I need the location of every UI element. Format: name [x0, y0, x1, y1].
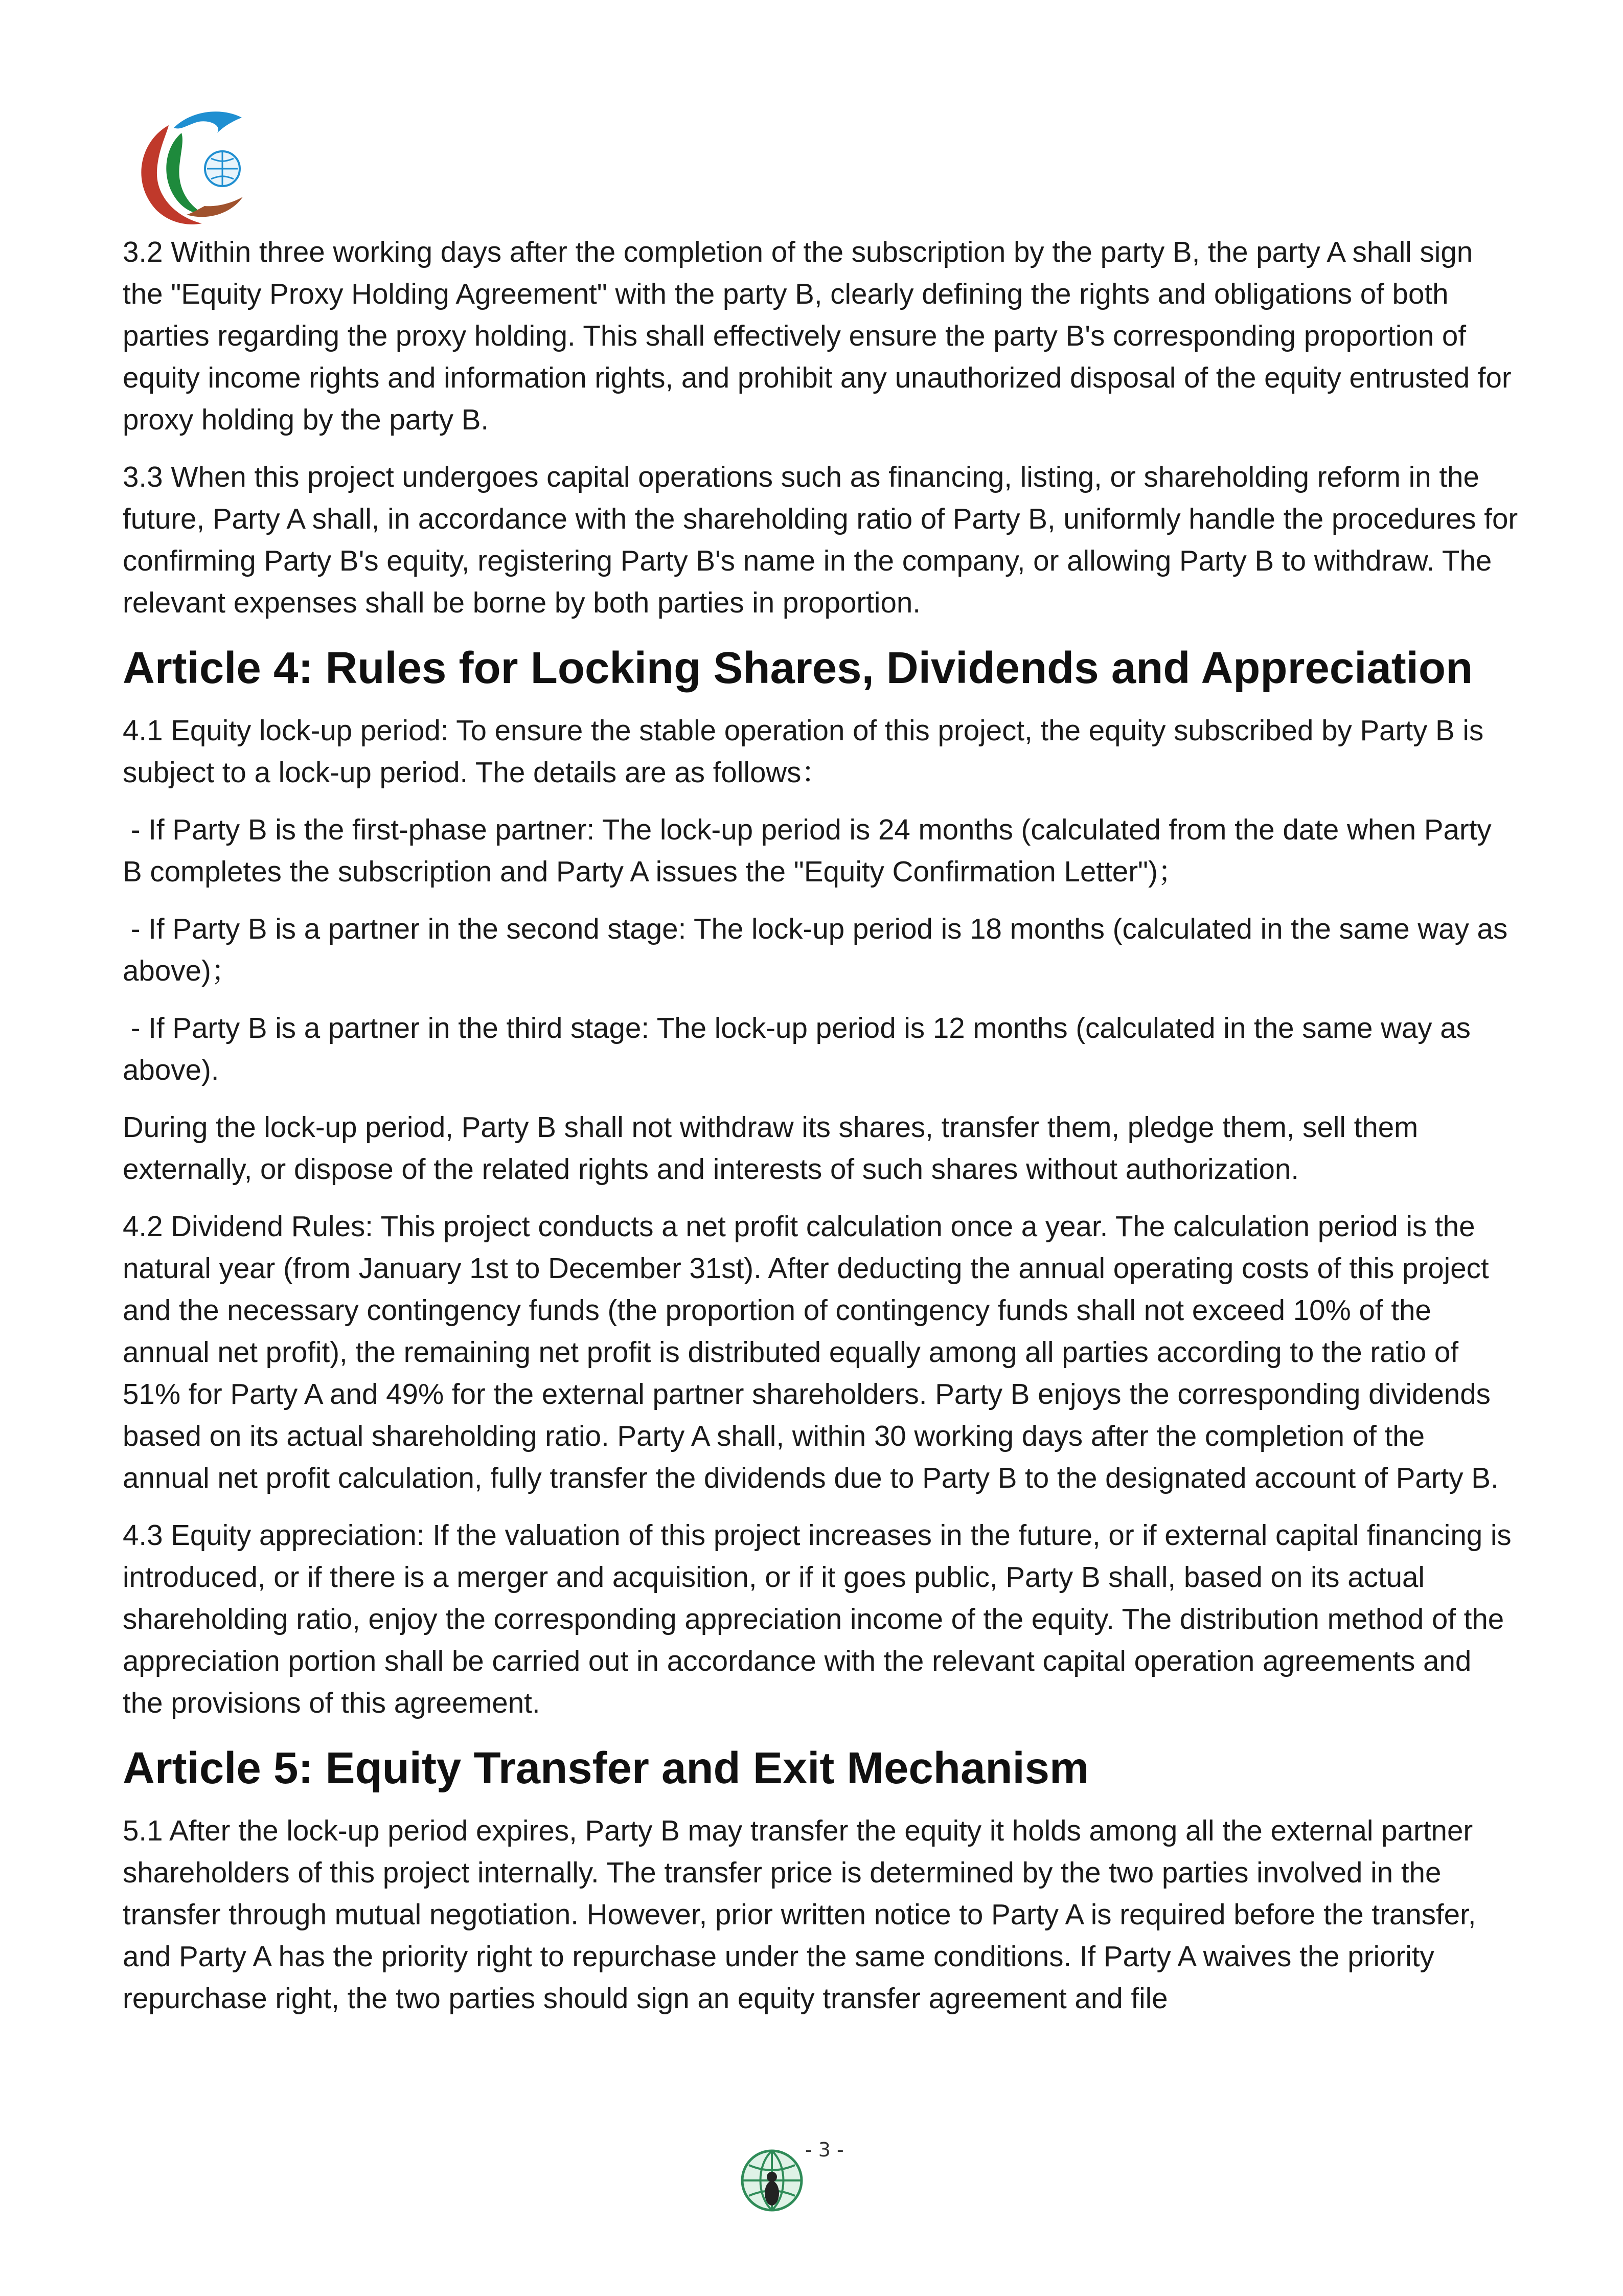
clause-4-1-restriction: During the lock-up period, Party B shall not withdraw its shares, transfer them, pledge them, sell them externally, or dispose of the related rights and interests of such shares without authorization.	[123, 1111, 1419, 1185]
clause-4-2: 4.2 Dividend Rules: This project conducts a net profit calculation once a year. The calculation period is the natural year (from January 1st to December 31st). After deducting the annual operating costs of this project and the necessary contingency funds (the proportion of contingency funds shall not exceed 10% of the annual net profit), the remaining net profit is distributed equally among all parties according to the ratio of 51% for Party A and 49% for the external partner shareholders. Party B enjoys the corresponding dividends based on its actual shareholding ratio. Party A shall, within 30 working days after the completion of the annual net profit calculation, fully transfer the dividends due to Party B to the designated account of Party B.	[123, 1210, 1499, 1494]
clause-5-1: 5.1 After the lock-up period expires, Party B may transfer the equity it holds among all the external partner shareholders of this project internally. The transfer price is determined by the two parties involved in the transfer through mutual negotiation. However, prior written notice to Party A is required before the transfer, and Party A has the priority right to repurchase under the same conditions. If Party A waives the priority repurchase right, the two parties should sign an equity transfer agreement and file	[123, 1814, 1476, 2014]
clause-3-3: 3.3 When this project undergoes capital operations such as financing, listing, or shareholding reform in the future, Party A shall, in accordance with the shareholding ratio of Party B, uniformly handle the procedures for confirming Party B's equity, registering Party B's name in the company, or allowing Party B to withdraw. The relevant expenses shall be borne by both parties in proportion.	[123, 461, 1518, 619]
clause-4-1-second-stage: - If Party B is a partner in the second stage: The lock-up period is 18 months (calculated in the same way as above)；	[123, 913, 1516, 987]
globe-icon	[739, 2147, 805, 2214]
page-number: - 3 -	[805, 2139, 844, 2161]
document-body	[123, 231, 1518, 2035]
clause-3-2: 3.2 Within three working days after the completion of the subscription by the party B, the party A shall sign the "Equity Proxy Holding Agreement" with the party B, clearly defining the rights and obligations of both parties regarding the proxy holding. This shall effectively ensure the party B's corresponding proportion of equity income rights and information rights, and prohibit any unauthorized disposal of the equity entrusted for proxy holding by the party B.	[123, 236, 1512, 436]
clause-4-1: 4.1 Equity lock-up period: To ensure the stable operation of this project, the equity subscribed by Party B is subject to a lock-up period. The details are as follows：	[123, 714, 1484, 788]
clause-4-3: 4.3 Equity appreciation: If the valuation of this project increases in the future, or if external capital financing is introduced, or if there is a merger and acquisition, or if it goes public, Party B shall, based on its actual shareholding ratio, enjoy the corresponding appreciation income of the equity. The distribution method of the appreciation portion shall be carried out in accordance with the relevant capital operation agreements and the provisions of this agreement.	[123, 1519, 1512, 1719]
article-5-heading: Article 5: Equity Transfer and Exit Mechanism	[123, 1743, 1089, 1793]
company-logo-icon	[120, 105, 258, 228]
clause-4-1-third-stage: - If Party B is a partner in the third stage: The lock-up period is 12 months (calculated in the same way as above).	[123, 1012, 1479, 1086]
clause-4-1-first-phase: - If Party B is the first-phase partner: The lock-up period is 24 months (calculated from the date when Party B completes the subscription and Party A issues the "Equity Confirmation Letter")；	[123, 813, 1500, 888]
page-footer	[739, 2137, 856, 2214]
article-4-heading: Article 4: Rules for Locking Shares, Dividends and Appreciation	[123, 643, 1473, 693]
